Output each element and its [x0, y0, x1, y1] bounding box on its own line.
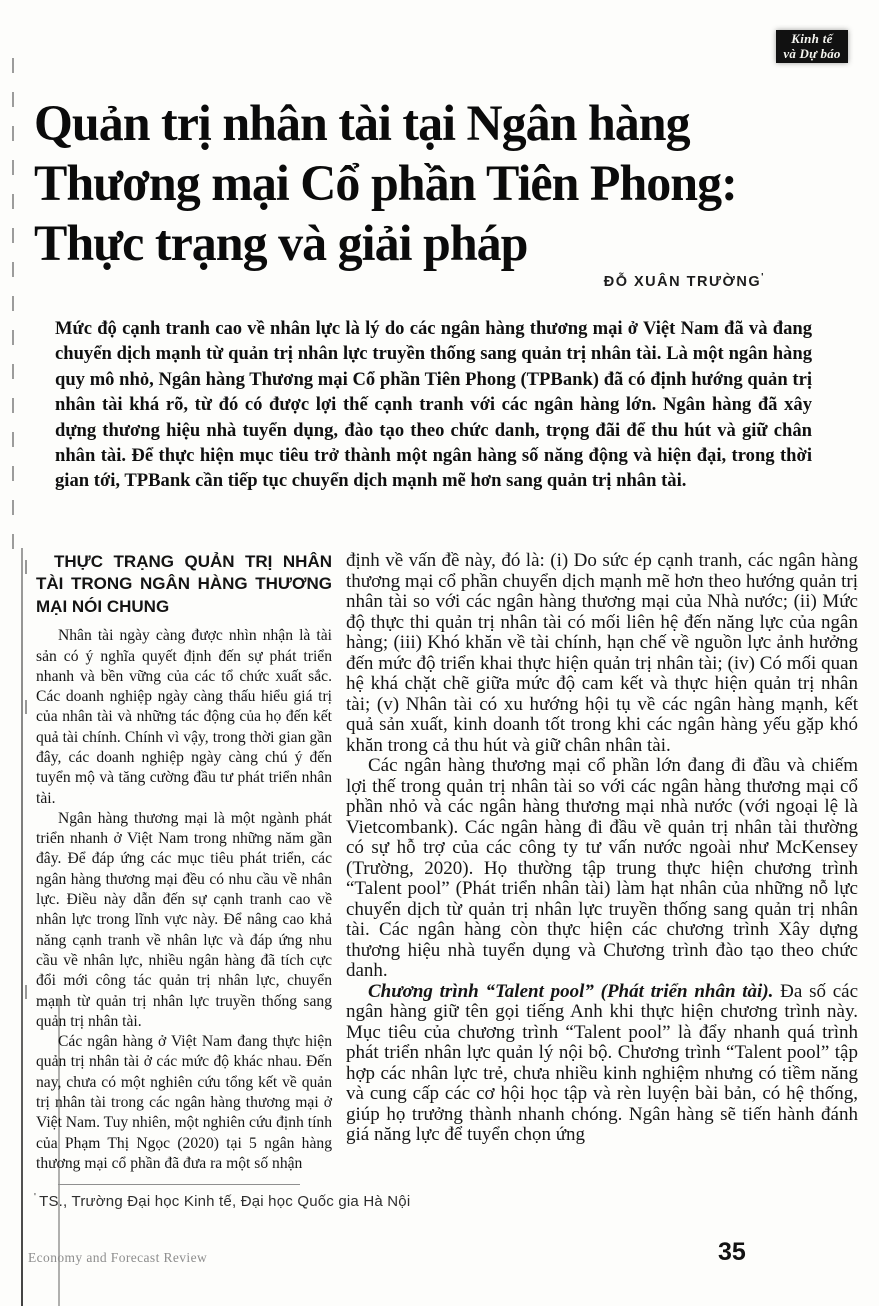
scan-artifact-tick: [25, 560, 27, 574]
scan-artifact-tick: [25, 700, 27, 714]
journal-logo-line1: Kinh tế: [791, 31, 833, 46]
article-title-line-2: Thương mại Cổ phần Tiên Phong:: [34, 156, 737, 212]
author-byline: [604, 272, 765, 290]
article-title: [34, 94, 818, 274]
author-name: ĐỖ XUÂN TRƯỜNG: [603, 273, 762, 290]
right-column: [346, 551, 858, 1203]
scan-artifact-left-margin-line: [21, 548, 23, 1306]
paragraph: Các ngân hàng ở Việt Nam đang thực hiện quản trị nhân tài ở các mức độ khác nhau. Đến nay, chưa có một nghiên cứu tổng kết về quản trị nhân tài trong các ngân hàng thương mại ở Việt Nam. Tuy nhiên, một nghiên cứu định tính của Phạm Thị Ngọc (2020) tại 5 ngân hàng thương mại cổ phần đã đưa ra một số nhận: [36, 1033, 332, 1172]
journal-logo-line2: và Dự báo: [783, 45, 841, 61]
page-number: 35: [718, 1238, 746, 1266]
footnote-marker: ': [34, 1192, 37, 1203]
paragraph: [346, 982, 858, 1146]
paragraph-body: Đa số các ngân hàng giữ tên gọi tiếng Anh khi thực hiện chương trình này. Mục tiêu của chương trình “Talent pool” là đẩy nhanh quá trình phát triển nhân lực quản lý nội bộ. Chương trình “Talent pool” tập hợp các nhân lực trẻ, chưa nhiều kinh nghiệm nhưng có tiềm năng và cung cấp các cơ hội học tập và rèn luyện bài bản, có hệ thống, giúp họ trưởng thành nhanh chóng. Ngân hàng sẽ tiến hành đánh giá năng lực để tuyển chọn ứng: [346, 980, 858, 1145]
scan-artifact-dashed-margin-line: [12, 58, 14, 550]
author-footnote-marker: ': [761, 272, 765, 283]
journal-name: Economy and Forecast Review: [28, 1250, 208, 1265]
footnote-text: TS., Trường Đại học Kinh tế, Đại học Quốc gia Hà Nội: [39, 1193, 411, 1210]
journal-logo-badge: [776, 30, 848, 63]
paragraph: Ngân hàng thương mại là một ngành phát triển nhanh ở Việt Nam trong những năm gần đây. Để đáp ứng các mục tiêu phát triển, các ngân hàng thương mại đều có nhu cầu về nhân lực. Điều này dẫn đến sự cạnh tranh cao về nhân lực trong lĩnh vực này. Để nâng cao khả năng cạnh tranh về nhân lực và đáp ứng nhu cầu về nhân lực, nhiều ngân hàng đã tích cực đổi mới công tác quản trị nhân lực, chuyển mạnh từ quản trị nhân lực truyền thống sang quản trị nhân tài.: [36, 809, 332, 1030]
article-title-line-1: Quản trị nhân tài tại Ngân hàng: [34, 96, 690, 152]
article-columns: [36, 551, 858, 1203]
footnote-separator: [58, 1184, 300, 1185]
article-title-line-3: Thực trạng và giải pháp: [34, 216, 528, 272]
footnote: [34, 1192, 410, 1210]
paragraph: Nhân tài ngày càng được nhìn nhận là tài sản có ý nghĩa quyết định đến sự phát triển nhanh và bền vững của các tổ chức xuất sắc. Các doanh nghiệp ngày càng thấu hiểu giá trị của nhân tài và những tác động của họ đến kết quả tài chính. Chính vì vậy, trong thời gian gần đây, các doanh nghiệp ngày càng chú ý đến tuyển mộ và tăng cường đầu tư phát triển nhân tài.: [36, 627, 332, 807]
scan-artifact-tick: [25, 985, 27, 999]
paragraph: Các ngân hàng thương mại cổ phần lớn đang đi đầu và chiếm lợi thế trong quản trị nhân tài so với các ngân hàng thương mại cổ phần nhỏ và các ngân hàng thương mại nhà nước (với ngoại lệ là Vietcombank). Các ngân hàng đi đầu về quản trị nhân tài thường có sự hỗ trợ của các công ty tư vấn nước ngoài như McKensey (Trường, 2020). Họ thường tập trung thực hiện chương trình “Talent pool” (Phát triển nhân tài) làm hạt nhân của những nỗ lực chuyển dịch từ quản trị nhân lực truyền thống sang quản trị nhân tài. Các ngân hàng còn thực hiện các chương trình Xây dựng thương hiệu nhà tuyển dụng và Chương trình đào tạo theo chức danh.: [346, 755, 858, 981]
left-column: [36, 551, 332, 1203]
paragraph: định về vấn đề này, đó là: (i) Do sức ép cạnh tranh, các ngân hàng thương mại cổ phần chuyển dịch mạnh mẽ hơn theo hướng quản trị nhân tài so với các ngân hàng thương mại của Nhà nước; (ii) Mức độ thực thi quản trị nhân tài có mối liên hệ đến năng lực của ngân hàng; (iii) Khó khăn về tài chính, hạn chế về nguồn lực ảnh hưởng đến mức độ triển khai thực hiện quản trị nhân tài; (iv) Có mối quan hệ khá chặt chẽ giữa mức độ cam kết và thực hiện quản trị nhân tài; (v) Nhân tài có xu hướng hội tụ về các ngân hàng mạnh, kết quả sản xuất, kinh doanh tốt trong khi các ngân hàng yếu gặp khó khăn trong cả thu hút và giữ chân nhân tài.: [346, 551, 858, 756]
abstract: Mức độ cạnh tranh cao về nhân lực là lý do các ngân hàng thương mại ở Việt Nam đã và đang chuyển dịch mạnh từ quản trị nhân lực truyền thống sang quản trị nhân tài. Là một ngân hàng quy mô nhỏ, Ngân hàng Thương mại Cổ phần Tiên Phong (TPBank) đã có định hướng quản trị nhân tài khá rõ, từ đó có được lợi thế cạnh tranh với các ngân hàng lớn. Ngân hàng đã xây dựng thương hiệu nhà tuyển dụng, đào tạo theo chức danh, trọng đãi để thu hút và giữ chân nhân tài. Để thực hiện mục tiêu trở thành một ngân hàng số năng động và hiện đại, trong thời gian tới, TPBank cần tiếp tục chuyển dịch mạnh mẽ hơn sang quản trị nhân tài.: [55, 318, 812, 492]
paragraph-lead: Chương trình “Talent pool” (Phát triển nhân tài).: [368, 980, 774, 1002]
section-heading: THỰC TRẠNG QUẢN TRỊ NHÂN TÀI TRONG NGÂN HÀNG THƯƠNG MẠI NÓI CHUNG: [36, 552, 332, 616]
